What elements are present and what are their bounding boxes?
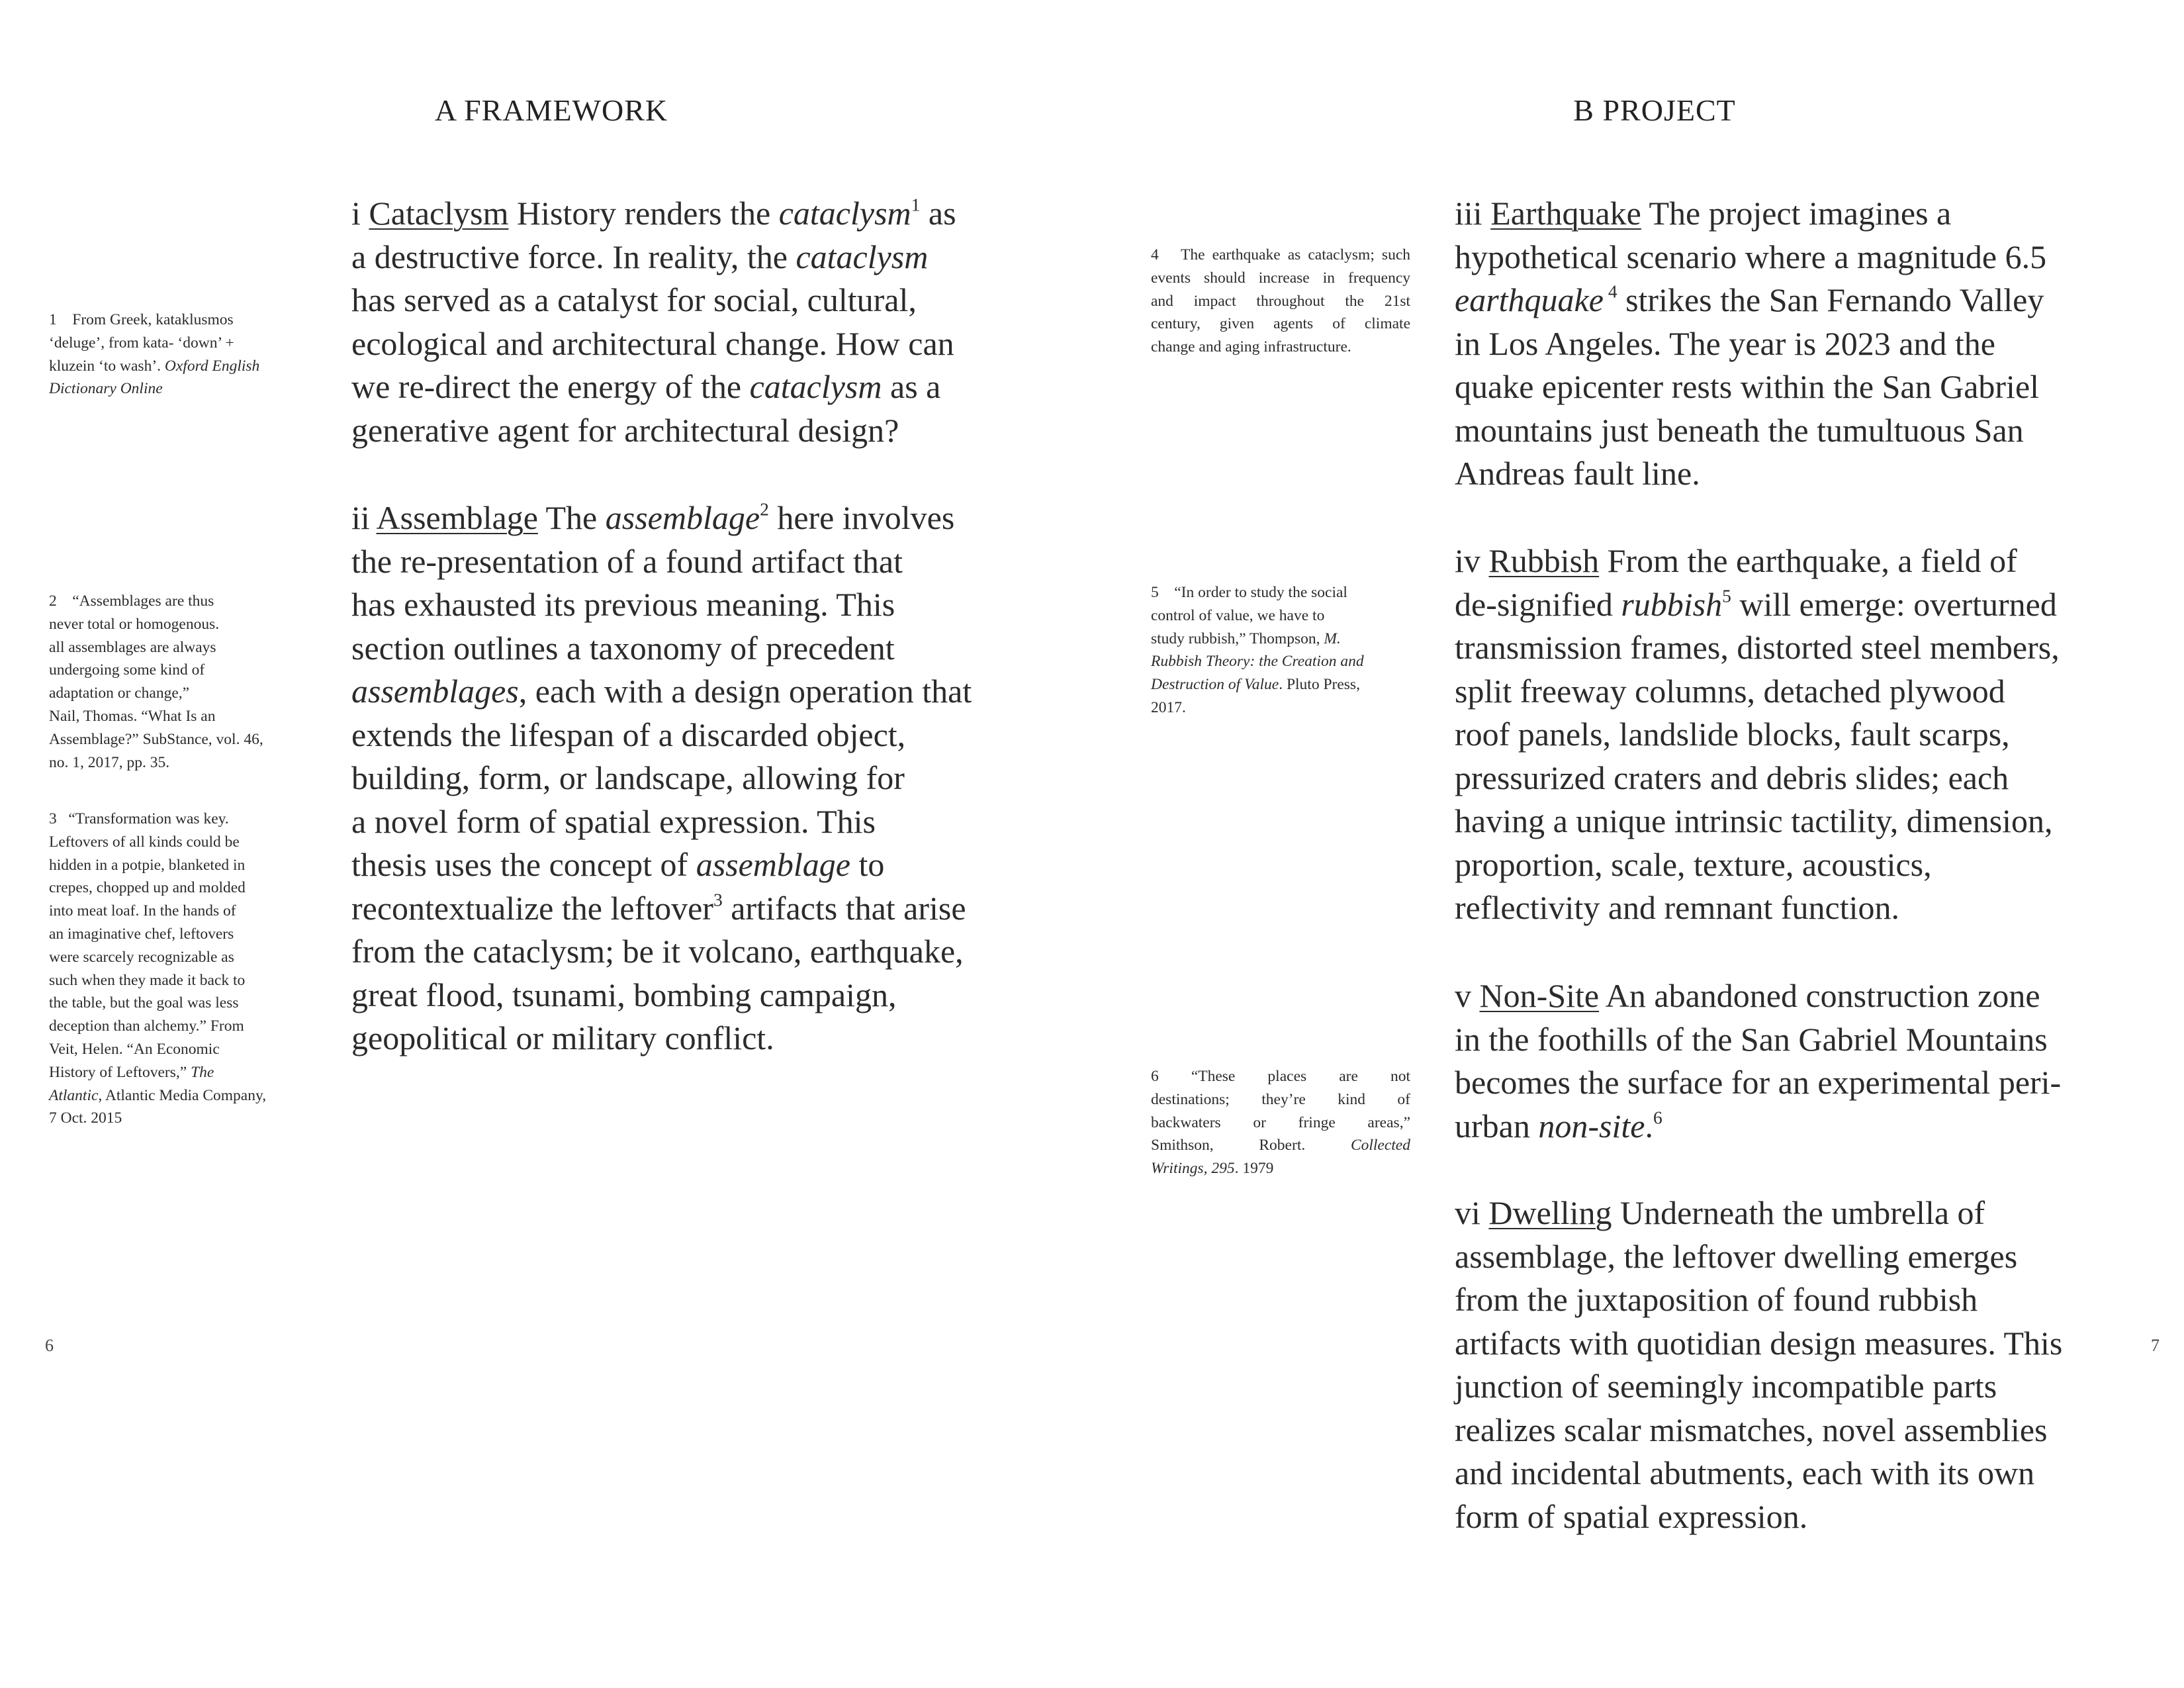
text-run: 6 “These places are not <box>1151 1068 1410 1085</box>
paragraph-dwelling <box>1455 1192 2062 1538</box>
text-line <box>49 831 308 854</box>
text-line <box>49 946 308 969</box>
text-line <box>1455 886 2060 930</box>
text-run: as <box>920 195 956 232</box>
paragraph-cataclysm <box>351 192 956 452</box>
text-line <box>1455 1235 2062 1279</box>
italic-term: rubbish <box>1621 585 1723 623</box>
italic-term: Writings, 295 <box>1151 1160 1235 1178</box>
text-line <box>49 590 308 613</box>
text-run: History renders the <box>508 195 779 232</box>
text-line <box>1151 604 1410 628</box>
text-run: a destructive force. In reality, the <box>351 238 796 275</box>
text-run: 4 The earthquake as cataclysm; such <box>1151 246 1410 263</box>
text-line <box>1151 1134 1410 1157</box>
text-run: crepes, chopped up and molded <box>49 879 246 897</box>
paragraph-earthquake <box>1455 192 2046 496</box>
text-line <box>351 757 972 800</box>
footnote-2 <box>49 590 308 774</box>
text-run: as a <box>882 368 941 405</box>
text-run: The <box>537 499 606 536</box>
text-run: great flood, tsunami, bombing campaign, <box>351 976 897 1013</box>
footnote-ref: 2 <box>760 498 769 520</box>
text-line <box>1455 1278 2062 1322</box>
text-line <box>1455 452 2046 496</box>
text-run: transmission frames, distorted steel members, <box>1455 629 2060 666</box>
text-line <box>1151 628 1410 651</box>
text-run: we re-direct the energy of the <box>351 368 750 405</box>
text-line <box>351 409 956 453</box>
text-line <box>49 728 308 751</box>
italic-term: Collected <box>1350 1137 1410 1154</box>
text-line <box>49 332 308 355</box>
text-run: , Atlantic Media Company, <box>98 1086 267 1104</box>
italic-term: Oxford English <box>164 357 260 375</box>
text-run: deception than alchemy.” From <box>49 1017 244 1035</box>
text-run: recontextualize the leftover <box>351 889 713 927</box>
text-line <box>1151 244 1410 267</box>
text-line <box>1455 757 2060 800</box>
text-line <box>1455 1365 2062 1409</box>
text-run: in the foothills of the San Gabriel Mountains <box>1455 1020 2048 1058</box>
text-run: destinations; they’re kind of <box>1151 1090 1410 1108</box>
underlined-term: Earthquake <box>1490 195 1641 232</box>
italic-term: assemblages <box>351 673 519 710</box>
text-run: becomes the surface for an experimental peri- <box>1455 1064 2062 1101</box>
text-line <box>1455 1409 2062 1452</box>
text-run: mountains just beneath the tumultuous San <box>1455 411 2024 449</box>
text-run: generative agent for architectural design? <box>351 411 899 449</box>
text-run: artifacts with quotidian design measures. This <box>1455 1324 2063 1362</box>
text-run: artifacts that arise <box>722 889 966 927</box>
text-line <box>1455 800 2060 843</box>
text-line <box>49 1038 308 1061</box>
text-run: having a unique intrinsic tactility, dimension, <box>1455 802 2053 839</box>
footnote-ref: 3 <box>713 888 723 910</box>
text-run: 7 Oct. 2015 <box>49 1109 122 1127</box>
text-run: has exhausted its previous meaning. This <box>351 586 895 623</box>
section-heading-project: B PROJECT <box>1573 93 1736 127</box>
text-line <box>49 923 308 946</box>
text-run: urban <box>1455 1107 1539 1145</box>
italic-term: cataclysm <box>796 238 929 275</box>
text-run: adaptation or change,” <box>49 684 190 702</box>
text-run: Smithson, Robert. <box>1151 1137 1351 1154</box>
italic-term: Destruction of Value <box>1151 676 1279 694</box>
text-run: here involves <box>768 499 955 536</box>
text-run: form of spatial expression. <box>1455 1497 1808 1535</box>
text-line <box>351 1017 972 1060</box>
text-run: Veit, Helen. “An Economic <box>49 1040 220 1058</box>
text-run: the table, but the goal was less <box>49 994 239 1012</box>
text-run: kluzein ‘to wash’. <box>49 357 165 375</box>
text-run: iv <box>1455 542 1489 579</box>
text-run: an imaginative chef, leftovers <box>49 925 234 943</box>
text-line <box>351 322 956 366</box>
underlined-term: Assemblage <box>376 499 538 536</box>
text-run: 3 “Transformation was key. <box>49 810 229 827</box>
text-line <box>1455 713 2060 757</box>
text-run: . Pluto Press, <box>1279 676 1360 694</box>
text-run: from the juxtaposition of found rubbish <box>1455 1281 1978 1318</box>
text-run: realizes scalar mismatches, novel assemblies <box>1455 1411 2048 1448</box>
text-line <box>1455 1495 2062 1539</box>
footnote-6 <box>1151 1065 1410 1180</box>
text-line <box>1151 650 1410 673</box>
text-run: thesis uses the concept of <box>351 846 696 883</box>
footnote-ref: 1 <box>911 194 921 215</box>
text-run: were scarcely recognizable as <box>49 948 234 966</box>
text-line <box>1151 312 1410 336</box>
text-line <box>1151 1111 1410 1135</box>
text-run: Leftovers of all kinds could be <box>49 833 240 851</box>
text-run: has served as a catalyst for social, cultural, <box>351 281 917 318</box>
text-run: The project imagines a <box>1641 195 1952 232</box>
text-run: vi <box>1455 1194 1489 1231</box>
text-line <box>1151 1157 1410 1180</box>
text-line <box>49 751 308 774</box>
text-line <box>1455 1018 2061 1062</box>
text-line <box>351 887 972 931</box>
text-line <box>1455 1452 2062 1495</box>
text-run: quake epicenter rests within the San Gabriel <box>1455 368 2040 405</box>
text-line <box>1455 974 2061 1018</box>
text-run: backwaters or fringe areas,” <box>1151 1113 1410 1131</box>
text-run: geopolitical or military conflict. <box>351 1019 774 1056</box>
text-run: 1 From Greek, kataklusmos <box>49 311 234 328</box>
text-run: change and aging infrastructure. <box>1151 338 1351 356</box>
text-run: proportion, scale, texture, acoustics, <box>1455 845 1932 883</box>
text-run: History of Leftovers,” <box>49 1063 191 1081</box>
text-run: no. 1, 2017, pp. 35. <box>49 753 170 771</box>
text-run: control of value, we have to <box>1151 606 1325 624</box>
text-run: Nail, Thomas. “What Is an <box>49 707 216 725</box>
text-line <box>351 627 972 671</box>
text-run: building, form, or landscape, allowing for <box>351 759 905 796</box>
italic-term: assemblage <box>605 499 760 536</box>
text-line <box>49 659 308 682</box>
text-line <box>351 843 972 887</box>
text-line <box>49 808 308 831</box>
text-run: a novel form of spatial expression. This <box>351 802 876 840</box>
italic-term: The <box>191 1063 214 1081</box>
italic-term: Rubbish Theory: the Creation and <box>1151 653 1364 671</box>
text-line <box>1151 1065 1410 1088</box>
text-run: junction of seemingly incompatible parts <box>1455 1368 1997 1405</box>
underlined-term: Cataclysm <box>369 195 509 232</box>
text-line <box>49 1015 308 1038</box>
text-run: Underneath the umbrella of <box>1612 1194 1985 1231</box>
text-line <box>1455 583 2060 627</box>
text-run: de-signified <box>1455 585 1621 623</box>
text-run: events should increase in frequency <box>1151 269 1410 287</box>
paragraph-rubbish <box>1455 539 2060 930</box>
text-line <box>351 670 972 714</box>
text-run: never total or homogenous. <box>49 615 220 633</box>
footnote-5 <box>1151 581 1410 720</box>
text-line <box>1151 673 1410 696</box>
text-line <box>1455 1192 2062 1235</box>
text-line <box>49 308 308 332</box>
text-line <box>49 876 308 900</box>
text-line <box>351 583 972 627</box>
text-run: century, given agents of climate <box>1151 315 1410 333</box>
text-run: in Los Angeles. The year is 2023 and the <box>1455 324 1995 362</box>
text-line <box>1455 409 2046 453</box>
text-run: i <box>351 195 369 232</box>
text-run: ii <box>351 499 377 536</box>
text-run: hidden in a potpie, blanketed in <box>49 856 246 874</box>
text-line <box>49 969 308 992</box>
page-number-left: 6 <box>45 1336 54 1355</box>
text-line <box>49 854 308 877</box>
text-run: 5 “In order to study the social <box>1151 584 1347 601</box>
text-run: hypothetical scenario where a magnitude 6.5 <box>1455 238 2047 275</box>
text-run: An abandoned construction zone <box>1599 977 2040 1014</box>
text-line <box>1151 581 1410 604</box>
text-run: iii <box>1455 195 1491 232</box>
text-line <box>1151 267 1410 290</box>
italic-term: Atlantic <box>49 1086 99 1104</box>
text-run: into meat loaf. In the hands of <box>49 902 236 920</box>
italic-term: M. <box>1324 630 1341 647</box>
text-line <box>1455 670 2060 714</box>
text-line <box>351 496 972 540</box>
footnote-ref: 4 <box>1603 281 1617 302</box>
text-line <box>1455 843 2060 887</box>
text-line <box>49 355 308 378</box>
text-line <box>1455 539 2060 583</box>
section-heading-framework: A FRAMEWORK <box>434 93 668 127</box>
underlined-term: Rubbish <box>1488 542 1600 579</box>
text-line <box>1455 1322 2062 1366</box>
italic-term: earthquake <box>1455 281 1604 318</box>
text-run: undergoing some kind of <box>49 661 205 679</box>
text-line <box>1455 322 2046 366</box>
footnote-3 <box>49 808 308 1130</box>
text-line <box>1455 626 2060 670</box>
underlined-term: Dwelling <box>1488 1194 1612 1231</box>
text-run: the re-presentation of a found artifact that <box>351 542 903 580</box>
text-line <box>1455 365 2046 409</box>
text-line <box>1455 279 2046 322</box>
text-line <box>351 279 956 322</box>
text-run: ecological and architectural change. How can <box>351 324 954 362</box>
text-run: reflectivity and remnant function. <box>1455 889 1899 926</box>
paragraph-non-site <box>1455 974 2061 1148</box>
text-run: and impact throughout the 21st <box>1151 292 1410 310</box>
text-run: 2 “Assemblages are thus <box>49 592 214 610</box>
text-run: . <box>1645 1107 1653 1145</box>
text-run: extends the lifespan of a discarded object, <box>351 716 906 753</box>
text-run: Andreas fault line. <box>1455 455 1700 492</box>
footnote-ref: 5 <box>1722 585 1731 606</box>
paragraph-assemblage <box>351 496 972 1060</box>
footnote-4 <box>1151 244 1410 359</box>
text-line <box>49 682 308 705</box>
text-line <box>49 636 308 659</box>
text-line <box>49 705 308 728</box>
text-run: v <box>1455 977 1480 1014</box>
text-line <box>49 1061 308 1084</box>
text-line <box>1455 236 2046 279</box>
italic-term: assemblage <box>696 846 851 883</box>
italic-term: Dictionary Online <box>49 380 163 398</box>
text-line <box>1455 1061 2061 1105</box>
text-line <box>1455 192 2046 236</box>
italic-term: cataclysm <box>778 195 911 232</box>
italic-term: non-site <box>1538 1107 1645 1145</box>
italic-term: cataclysm <box>749 368 882 405</box>
page-number-right: 7 <box>2151 1336 2160 1355</box>
text-line <box>351 365 956 409</box>
text-run: will emerge: overturned <box>1731 585 2057 623</box>
text-run: 2017. <box>1151 698 1186 716</box>
text-run: to <box>850 846 885 883</box>
text-line <box>49 1107 308 1130</box>
text-line <box>1151 290 1410 313</box>
text-run: split freeway columns, detached plywood <box>1455 672 2005 710</box>
text-line <box>351 930 972 974</box>
footnote-ref: 6 <box>1653 1106 1662 1127</box>
text-line <box>49 900 308 923</box>
text-run: strikes the San Fernando Valley <box>1617 281 2044 318</box>
text-run: all assemblages are always <box>49 638 216 656</box>
text-line <box>1151 336 1410 359</box>
text-line <box>49 1084 308 1107</box>
text-run: section outlines a taxonomy of precedent <box>351 629 895 667</box>
text-line <box>1151 696 1410 720</box>
text-run: . 1979 <box>1234 1160 1274 1178</box>
text-run: Assemblage?” SubStance, vol. 46, <box>49 730 263 748</box>
text-line <box>49 377 308 400</box>
text-run: such when they made it back to <box>49 971 246 989</box>
text-line <box>49 613 308 636</box>
text-run: pressurized craters and debris slides; each <box>1455 759 2009 796</box>
text-run: ‘deluge’, from kata- ‘down’ + <box>49 334 234 352</box>
text-line <box>351 540 972 584</box>
text-line <box>49 992 308 1015</box>
text-run: study rubbish,” Thompson, <box>1151 630 1324 647</box>
text-run: assemblage, the leftover dwelling emerges <box>1455 1237 2018 1275</box>
text-line <box>1151 1088 1410 1111</box>
footnote-1 <box>49 308 308 400</box>
text-line <box>351 800 972 844</box>
text-line <box>1455 1105 2061 1149</box>
text-run: , each with a design operation that <box>518 673 972 710</box>
text-line <box>351 714 972 757</box>
text-run: From the earthquake, a field of <box>1599 542 2017 579</box>
text-run: roof panels, landslide blocks, fault scarps, <box>1455 716 2010 753</box>
text-line <box>351 974 972 1017</box>
text-run: from the cataclysm; be it volcano, earthquake, <box>351 933 964 970</box>
text-line <box>351 192 956 236</box>
text-run: and incidental abutments, each with its own <box>1455 1454 2035 1491</box>
text-line <box>351 236 956 279</box>
underlined-term: Non-Site <box>1479 977 1600 1014</box>
